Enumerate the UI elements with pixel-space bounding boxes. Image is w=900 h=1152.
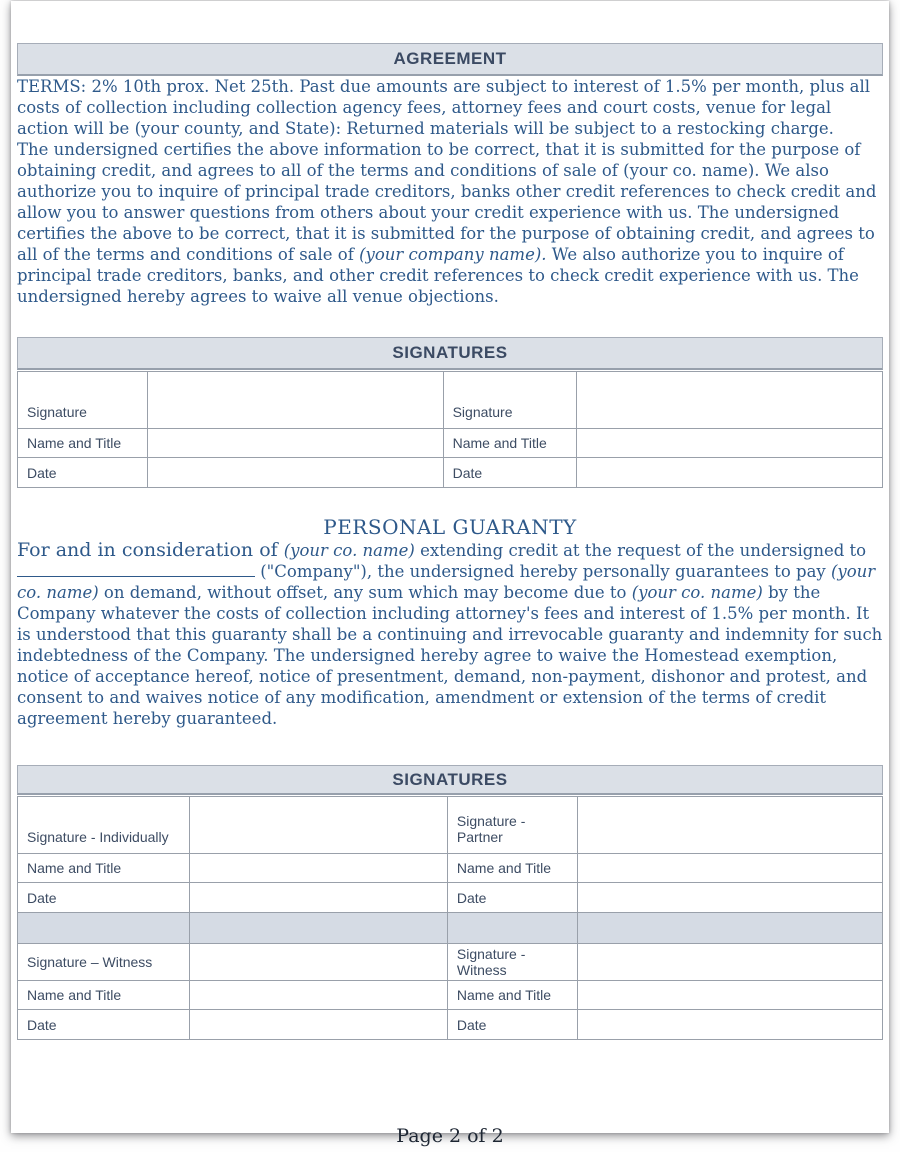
table-row: [18, 981, 883, 1010]
name-title-field-left[interactable]: [190, 981, 448, 1010]
date-field-right[interactable]: [576, 458, 882, 488]
table-row: [18, 854, 883, 883]
signatures-header-bar-1: [17, 337, 883, 370]
signatures-header-bar-2: [17, 765, 883, 795]
divider-cell: [18, 913, 190, 944]
signatures-title-1: SIGNATURES: [392, 343, 508, 362]
date-label-left: Date: [18, 458, 148, 488]
divider-cell: [190, 913, 448, 944]
date-field-left[interactable]: [147, 458, 443, 488]
document-page: [11, 1, 889, 1147]
guaranty-company-italic-3: (your co. name): [631, 583, 763, 602]
terms-paragraph: TERMS: 2% 10th prox. Net 25th. Past due amounts are subject to interest of 1.5% per month, plus all costs of collection including collection agency fees, attorney fees and court costs, venue for legal action will be (your county, and State): Returned materials will be subject to a restocking charge.: [17, 77, 871, 138]
personal-guaranty-title: PERSONAL GUARANTY: [323, 515, 577, 539]
name-title-field-left[interactable]: [190, 854, 448, 883]
guaranty-lead-text: For and in consideration of: [17, 539, 284, 561]
name-title-label-left: Name and Title: [18, 854, 190, 883]
name-title-field-right[interactable]: [577, 981, 882, 1010]
signature-individually-label: Signature - Individually: [18, 797, 190, 854]
date-label-right: Date: [443, 458, 576, 488]
guaranty-text-4: on demand, without offset, any sum which may become due to: [98, 583, 632, 602]
table-row: [18, 797, 883, 854]
signature-label-left: Signature: [18, 372, 148, 429]
certify-company-name-italic: (your company name).: [359, 245, 547, 264]
signature-witness-label-right: Signature - Witness: [447, 944, 577, 981]
signature-individually-field[interactable]: [190, 797, 448, 854]
date-label-left: Date: [18, 1010, 190, 1040]
table-row: [18, 1010, 883, 1040]
table-row: [18, 429, 883, 458]
signature-witness-field-right[interactable]: [577, 944, 882, 981]
date-label-right: Date: [447, 1010, 577, 1040]
name-title-field-right[interactable]: [577, 854, 882, 883]
table-row: [18, 458, 883, 488]
date-field-left[interactable]: [190, 1010, 448, 1040]
name-title-label-right: Name and Title: [443, 429, 576, 458]
table-row: [18, 944, 883, 981]
signatures-table-1: [17, 371, 883, 488]
guaranty-company-italic-2: (your co. name): [17, 562, 876, 602]
signatures-table-2: [17, 796, 883, 1040]
signature-partner-field[interactable]: [577, 797, 882, 854]
name-title-field-left[interactable]: [147, 429, 443, 458]
certify-text-1: The undersigned certifies the above information to be correct, that it is submitted for the purpose of obtaining credit, and agrees to all of the terms and conditions of sale of (your co. name). We also authorize you to inquire of principal trade creditors, banks other credit references to check credit and allow you to answer questions from others about your credit experience with us. The undersigned certifies the above to be correct, that it is submitted for the purpose of obtaining credit, and agrees to all of the terms and conditions of sale of: [17, 140, 877, 264]
signature-field-right[interactable]: [576, 372, 882, 429]
certification-paragraph: [17, 139, 883, 307]
agreement-header-bar: [17, 43, 883, 76]
divider-cell: [577, 913, 882, 944]
table-divider-row: [18, 913, 883, 944]
date-label-right: Date: [447, 883, 577, 913]
date-field-right[interactable]: [577, 883, 882, 913]
table-row: [18, 883, 883, 913]
guaranty-company-italic-1: (your co. name): [283, 541, 415, 560]
guaranty-text-5: by the Company whatever the costs of collection including attorney's fees and interest of 1.5% per month. It is understood that this guaranty shall be a continuing and irrevocable guaranty and indemnity for such indebtedness of the Company. The undersigned hereby agree to waive the Homestead exemption, notice of acceptance hereof, notice of presentment, demand, non-payment, dishonor and protest, and consent to and waives notice of any modification, amendment or extension of the terms of credit agreement hereby guaranteed.: [17, 583, 883, 728]
name-title-label-left: Name and Title: [18, 429, 148, 458]
name-title-field-right[interactable]: [576, 429, 882, 458]
date-label-left: Date: [18, 883, 190, 913]
guaranty-text-3: ("Company"), the undersigned hereby personally guarantees to pay: [255, 562, 831, 581]
company-name-blank-field[interactable]: [17, 562, 255, 577]
name-title-label-right: Name and Title: [447, 854, 577, 883]
name-title-label-left: Name and Title: [18, 981, 190, 1010]
signature-field-left[interactable]: [147, 372, 443, 429]
divider-cell: [447, 913, 577, 944]
agreement-title: AGREEMENT: [393, 49, 507, 68]
certify-text-2: We also authorize you to inquire of principal trade creditors, banks, and other credit references to check credit experience with us. The undersigned hereby agrees to waive all venue objections.: [17, 245, 859, 306]
name-title-label-right: Name and Title: [447, 981, 577, 1010]
guaranty-text-2: extending credit at the request of the undersigned to: [414, 541, 867, 560]
date-field-left[interactable]: [190, 883, 448, 913]
table-row: [18, 372, 883, 429]
signature-witness-field-left[interactable]: [190, 944, 448, 981]
signature-witness-label-left: Signature – Witness: [18, 944, 190, 981]
signature-label-right: Signature: [443, 372, 576, 429]
signature-partner-label: Signature - Partner: [447, 797, 577, 854]
personal-guaranty-paragraph: [17, 540, 883, 729]
signatures-title-2: SIGNATURES: [392, 770, 508, 789]
date-field-right[interactable]: [577, 1010, 882, 1040]
page-indicator: Page 2 of 2: [396, 1125, 504, 1147]
